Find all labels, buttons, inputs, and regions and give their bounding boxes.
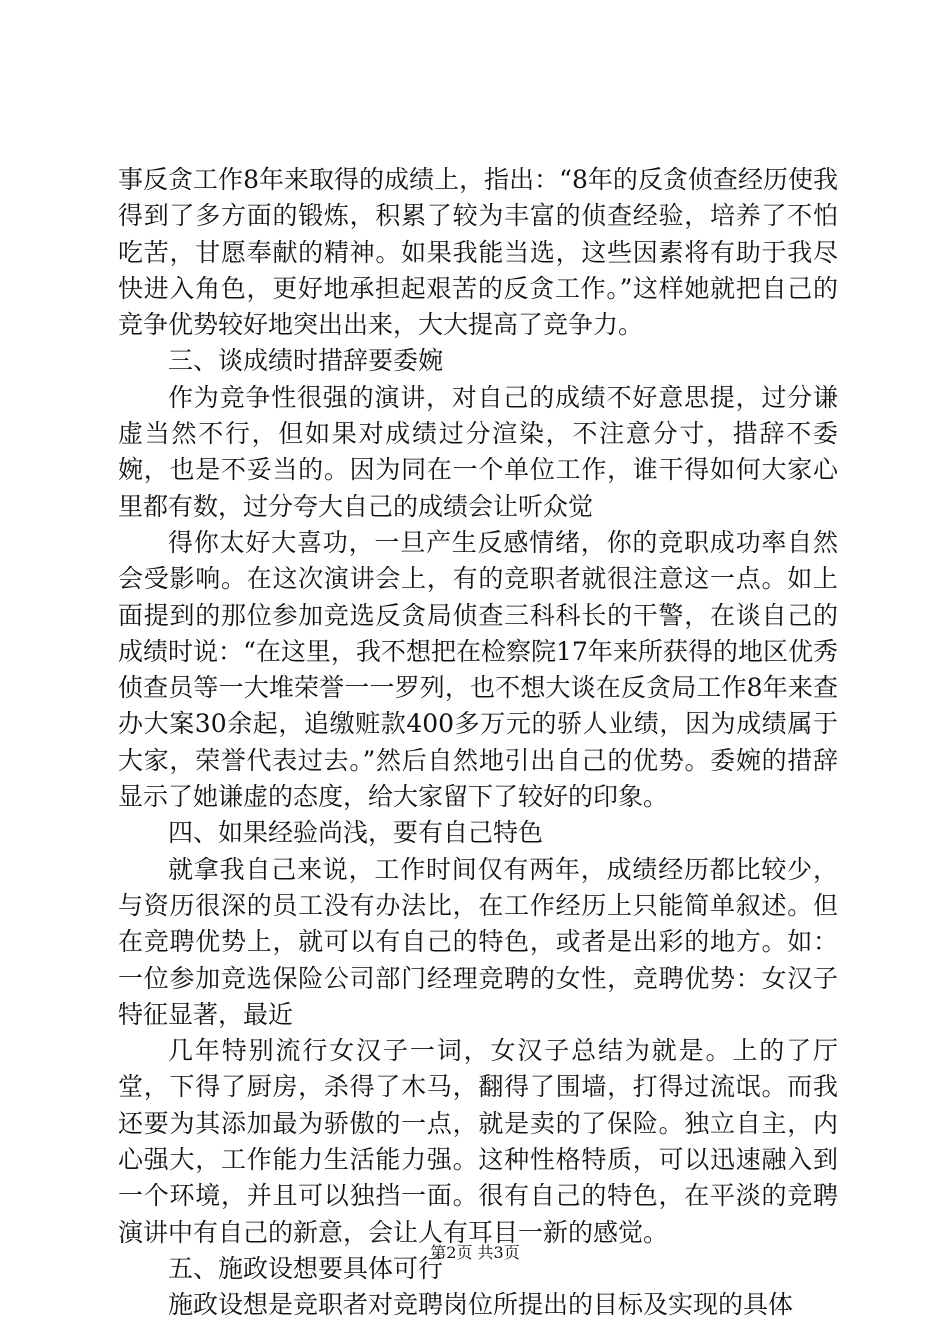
section-heading-5: 五、施政设想要具体可行 — [168, 1253, 444, 1283]
paragraph: 作为竞争性很强的演讲，对自己的成绩不好意思提，过分谦虚当然不行，但如果对成绩过分渲染，不注意分寸，措辞不委婉，也是不妥当的。因为同在一个单位工作，谁干得如何大家心里都有数，过分夸大自己的成绩会让听众觉 — [118, 382, 838, 521]
paragraph-continued: 事反贪工作8年来取得的成绩上，指出：“8年的反贪侦查经历使我得到了多方面的锻炼，积累了较为丰富的侦查经验，培养了不怕吃苦，甘愿奉献的精神。如果我能当选，这些因素将有助于我尽快进入角色，更好地承担起艰苦的反贪工作。”这样她就把自己的竞争优势较好地突出出来，大大提高了竞争力。 — [118, 165, 838, 340]
page-footer: 第2页 共3页 — [430, 1243, 520, 1262]
section-heading-3: 三、谈成绩时措辞要委婉 — [168, 346, 444, 376]
document-body — [118, 162, 838, 1324]
paragraph: 得你太好大喜功，一旦产生反感情绪，你的竞职成功率自然会受影响。在这次演讲会上，有的竞职者就很注意这一点。如上面提到的那位参加竞选反贪局侦查三科科长的干警，在谈自己的成绩时说：“在这里，我不想把在检察院17年来所获得的地区优秀侦查员等一大堆荣誉一一罗列，也不想大谈在反贪局工作8年来查办大案30余起，追缴赃款400多万元的骄人业绩，因为成绩属于大家，荣誉代表过去。”然后自然地引出自己的优势。委婉的措辞显示了她谦虚的态度，给大家留下了较好的印象。 — [118, 527, 838, 812]
paragraph: 就拿我自己来说，工作时间仅有两年，成绩经历都比较少，与资历很深的员工没有办法比，在工作经历上只能简单叙述。但在竞聘优势上，就可以有自己的特色，或者是出彩的地方。如：一位参加竞选保险公司部门经理竞聘的女性，竞聘优势：女汉子特征显著，最近 — [118, 854, 838, 1029]
paragraph: 几年特别流行女汉子一词，女汉子总结为就是。上的了厅堂，下得了厨房，杀得了木马，翻得了围墙，打得过流氓。而我还要为其添加最为骄傲的一点，就是卖的了保险。独立自主，内心强大，工作能力生活能力强。这种性格特质，可以迅速融入到一个环境，并且可以独挡一面。很有自己的特色，在平淡的竞聘演讲中有自己的新意，会让人有耳目一新的感觉。 — [118, 1036, 838, 1247]
paragraph: 施政设想是竞职者对竞聘岗位所提出的目标及实现的具体 — [168, 1290, 794, 1320]
section-heading-4: 四、如果经验尚浅，要有自己特色 — [168, 818, 544, 848]
